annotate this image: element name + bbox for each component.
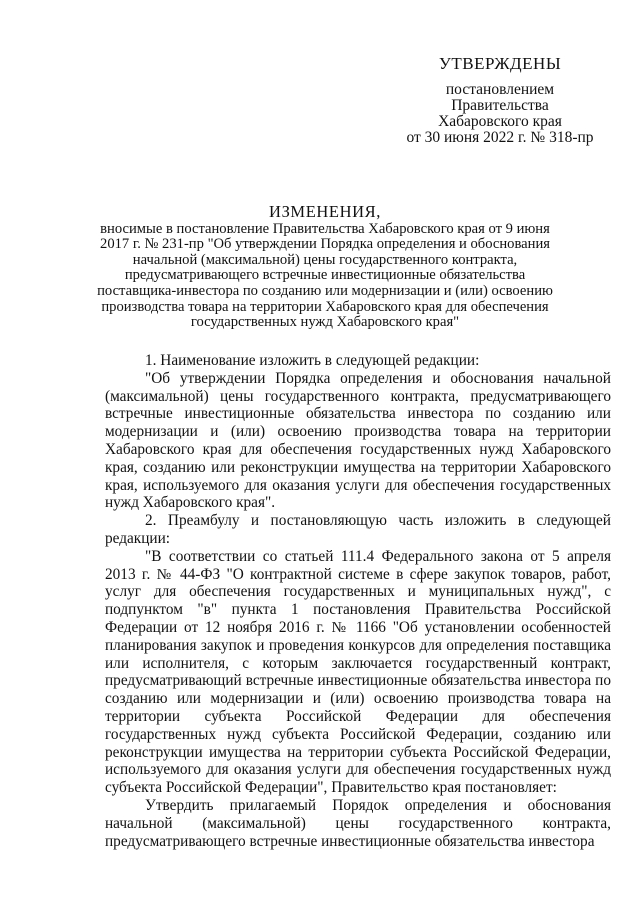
approval-line-1: постановлением bbox=[445, 81, 555, 98]
approval-line-3: Хабаровского края bbox=[438, 113, 562, 130]
document-title: ИЗМЕНЕНИЯ, bbox=[269, 202, 381, 221]
paragraph-5: Утвердить прилагаемый Порядок определения и обоснования начальной (максимальной) цены государственного контракта, предусматривающего встречные инвестиционные обязательства инвестора bbox=[105, 796, 611, 850]
document-subtitle: вносимые в постановление Правительства Хабаровского края от 9 июня 2017 г. № 231-пр "Об утверждении Порядка определения и обоснования начальной (максимальной) цены государственного контракта, предусматривающего встречные инвестиционные обязательства поставщика-инвестора по созданию или модернизации и (или) освоению производства товара на территории Хабаровского края для обеспечения государственных нужд Хабаровского края" bbox=[97, 220, 553, 331]
paragraph-3: 2. Преамбулу и постановляющую часть изложить в следующей редакции: bbox=[105, 512, 611, 547]
approval-line-4: от 30 июня 2022 г. № 318-пр bbox=[406, 129, 594, 146]
approval-line-2: Правительства bbox=[451, 97, 549, 114]
approval-stamp bbox=[400, 56, 600, 146]
approval-heading: УТВЕРЖДЕНЫ bbox=[438, 54, 562, 73]
paragraph-1: 1. Наименование изложить в следующей редакции: bbox=[145, 352, 480, 369]
document-body bbox=[105, 352, 611, 850]
paragraph-2: "Об утверждении Порядка определения и обоснования начальной (максимальной) цены государственного контракта, предусматривающего встречные инвестиционные обязательства инвестора по созданию или модернизации и (или) освоению производства товара на территории Хабаровского края для обеспечения государственных нужд Хабаровского края, созданию или реконструкции имущества на территории Хабаровского края, используемого для оказания услуги для обеспечения государственных нужд Хабаровского края". bbox=[105, 369, 611, 512]
document-title-block bbox=[95, 204, 555, 331]
paragraph-4: "В соответствии со статьей 111.4 Федерального закона от 5 апреля 2013 г. № 44-ФЗ "О контрактной системе в сфере закупок товаров, работ, услуг для обеспечения государственных и муниципальных нужд", с подпунктом "в" пункта 1 постановления Правительства Российской Федерации от 12 ноября 2016 г. № 1166 "Об установлении особенностей планирования закупок и проведения конкурсов для определения поставщика или исполнителя, с которым заключается государственный контракт, предусматривающий встречные инвестиционные обязательства инвестора по созданию или модернизации и (или) освоению производства товара на территории субъекта Российской Федерации для обеспечения государственных нужд субъекта Российской Федерации, созданию или реконструкции имущества на территории субъекта Российской Федерации, используемого для оказания услуги для обеспечения государственных нужд субъекта Российской Федерации", Правительство края постановляет: bbox=[105, 547, 611, 797]
